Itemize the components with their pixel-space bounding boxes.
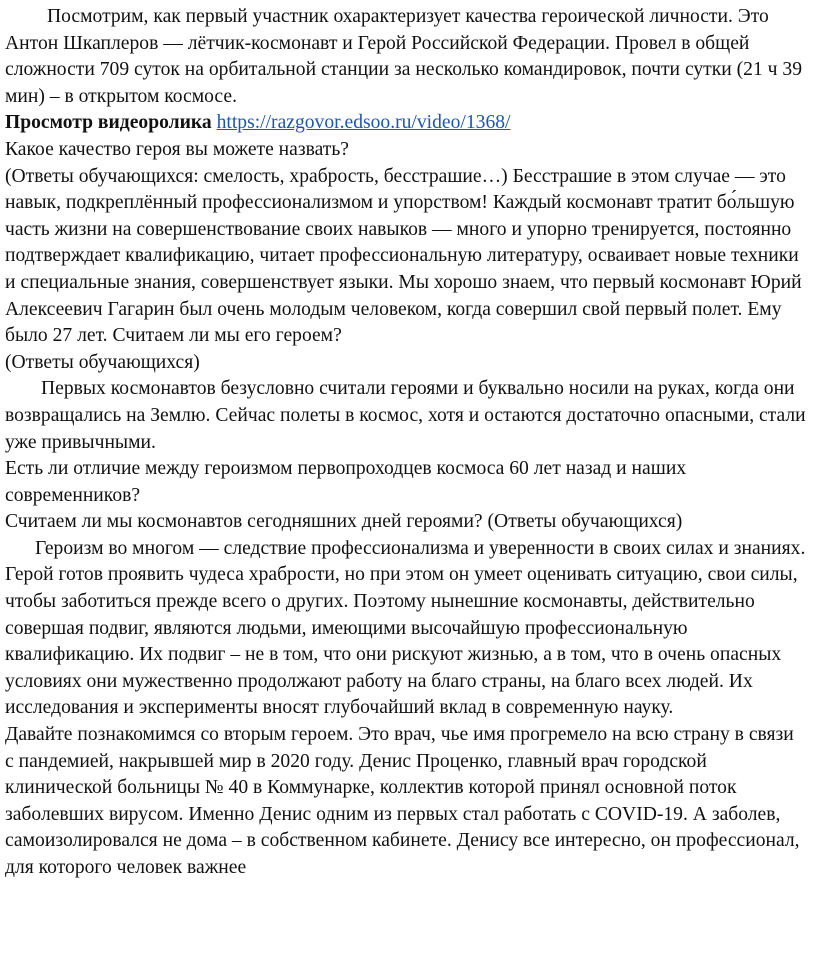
paragraph-second-hero: Давайте познакомимся со вторым героем. Это врач, чье имя прогремело на всю страну в связи с пандемией, накрывшей мир в 2020 году. Денис Проценко, главный врач городской клинической больницы № 40 в Коммунарке, коллектив которой принял основной поток заболевших вирусом. Именно Денис одним из первых стал работать с COVID-19. А заболев, самоизолировался не дома – в собственном кабинете. Денису все интересно, он профессионал, для которого человек важнее xyxy=(5,724,800,878)
paragraph-fearlessness: (Ответы обучающихся: смелость, храбрость, бесстрашие…) Бесстрашие в этом случае — это навык, подкреплённый профессионализмом и упорством! Каждый космонавт тратит бо́льшую часть жизни на совершенствование своих навыков — много и упорно тренируется, постоянно подтверждает квалификацию, читает профессиональную литературу, осваивает новые техники и специальные знания, совершенствует языки. Мы хорошо знаем, что первый космонавт Юрий Алексеевич Гагарин был очень молодым человеком, когда совершил свой первый полет. Ему было 27 лет. Считаем ли мы его героем? xyxy=(5,165,802,347)
paragraph-first-cosmonauts: Первых космонавтов безусловно считали героями и буквально носили на руках, когда они возвращались на Землю. Сейчас полеты в космос, хотя и остаются достаточно опасными, стали уже привычными. xyxy=(5,378,806,453)
paragraph-intro: Посмотрим, как первый участник охарактеризует качества героической личности. Это Антон Шкаплеров — лётчик-космонавт и Герой Российской Федерации. Провел в общей сложности 709 суток на орбитальной станции за несколько командировок, почти сутки (21 ч 39 мин) – в открытом космосе. xyxy=(5,6,803,107)
question-heroism-difference: Есть ли отличие между героизмом первопроходцев космоса 60 лет назад и наших современников? xyxy=(5,458,687,506)
video-label: Просмотр видеоролика xyxy=(5,112,212,134)
paragraph-heroism-professionalism: Героизм во многом — следствие профессионализма и уверенности в своих силах и знаниях. Герой готов проявить чудеса храбрости, но при этом он умеет оценивать ситуацию, свои силы, чтобы заботиться прежде всего о других. Поэтому нынешние космонавты, действительно совершая подвиг, являются людьми, имеющими высочайшую профессиональную квалификацию. Их подвиг – не в том, что они рискуют жизнью, а в том, что в очень опасных условиях они мужественно продолжают работу на благо страны, на благо всех людей. Их исследования и эксперименты вносят глубочайший вклад в современную науку. xyxy=(5,537,806,719)
question-modern-heroes: Считаем ли мы космонавтов сегодняшних дней героями? (Ответы обучающихся) xyxy=(5,511,683,533)
video-line xyxy=(5,110,806,137)
video-link[interactable]: https://razgovor.edsoo.ru/video/1368/ xyxy=(216,112,511,134)
question-hero-quality: Какое качество героя вы можете назвать? xyxy=(5,138,349,160)
answers-note: (Ответы обучающихся) xyxy=(5,351,200,373)
